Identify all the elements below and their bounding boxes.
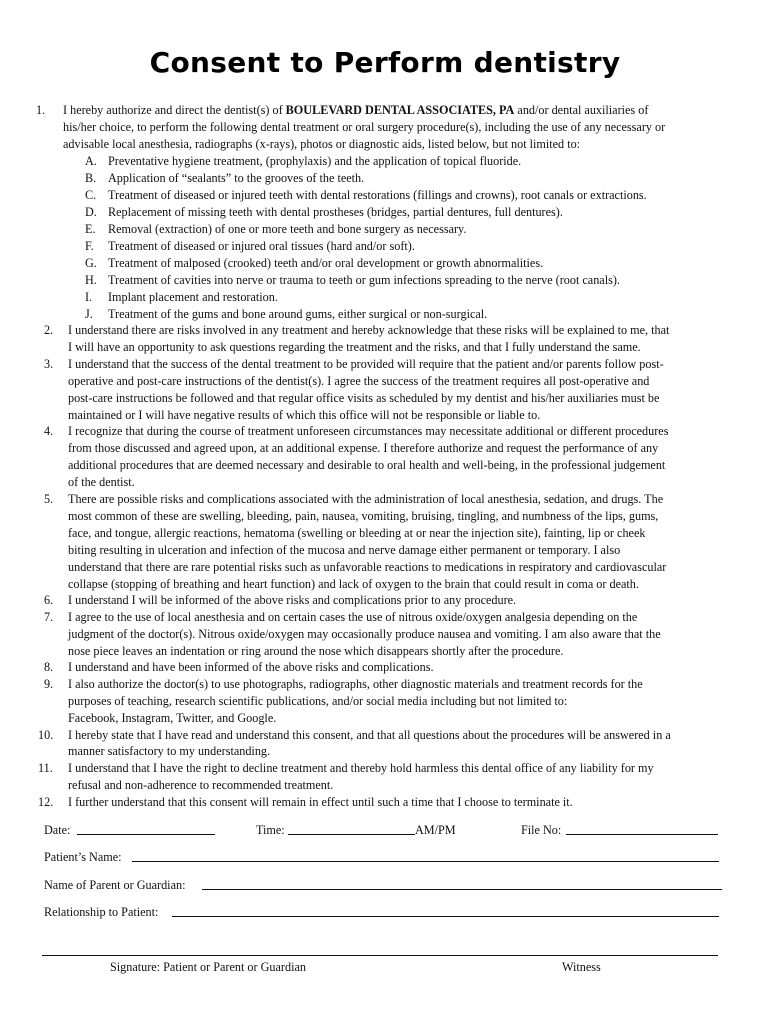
subitem-text: Treatment of malposed (crooked) teeth and/or oral development or growth abnormalities.	[108, 256, 544, 270]
item-5-line-2: most common of these are swelling, bleeding, pain, nausea, vomiting, bruising, tingling, and numbness of the lips, gums,	[68, 509, 659, 523]
item-number: 9.	[44, 677, 54, 691]
document-title: Consent to Perform dentistry	[149, 46, 621, 79]
item-4-line-1: I recognize that during the course of treatment unforeseen circumstances may necessitate additional or different procedures	[68, 424, 669, 438]
item-4-line-2: from those discussed and agreed upon, at an additional expense. I therefore authorize and request the performance of any	[68, 441, 659, 455]
subitem-letter: J.	[85, 307, 93, 321]
item-number: 5.	[44, 492, 54, 506]
item-9-line-3: Facebook, Instagram, Twitter, and Google.	[68, 711, 277, 725]
subitem-text: Replacement of missing teeth with dental prostheses (bridges, partial dentures, full dentures).	[108, 205, 563, 219]
practice-name: BOULEVARD DENTAL ASSOCIATES, PA	[285, 103, 515, 117]
item-number: 8.	[44, 660, 54, 674]
item-5-line-4: biting resulting in ulceration and infection of the mucosa and nerve damage either permanent or temporary. I also	[68, 543, 621, 557]
item-4-line-3: additional procedures that are deemed necessary and desirable to oral health and well-being, in the professional judgement	[68, 458, 666, 472]
item-3-line-3: post-care instructions be followed and that regular office visits as scheduled by my dentist and his/her auxiliaries must be	[68, 391, 660, 405]
relationship-field[interactable]	[172, 916, 719, 917]
item-3-line-4: maintained or I will have negative results of which this office will not be responsible or liable to.	[68, 408, 541, 422]
parent-guardian-label: Name of Parent or Guardian:	[44, 878, 186, 892]
item-6-line-1: I understand I will be informed of the above risks and complications prior to any procedure.	[68, 593, 517, 607]
subitem-letter: D.	[85, 205, 97, 219]
item-1-line-1: I hereby authorize and direct the dentist(s) of BOULEVARD DENTAL ASSOCIATES, PA and/or dental auxiliaries of	[63, 103, 649, 117]
subitem-text: Implant placement and restoration.	[108, 290, 278, 304]
time-field[interactable]	[288, 834, 415, 835]
item-3-line-1: I understand that the success of the dental treatment to be provided will require that the patient and/or parents follow post-	[68, 357, 664, 371]
subitem-letter: E.	[85, 222, 96, 236]
subitem-text: Treatment of diseased or injured teeth with dental restorations (fillings and crowns), root canals or extractions.	[108, 188, 647, 202]
item-7-line-2: judgment of the doctor(s). Nitrous oxide/oxygen may occasionally produce nausea and vomiting. I am also aware that the	[68, 627, 661, 641]
date-label: Date:	[44, 823, 71, 837]
subitem-text: Removal (extraction) of one or more teeth and bone surgery as necessary.	[108, 222, 467, 236]
item-11-line-2: refusal and non-adherence to recommended treatment.	[68, 778, 334, 792]
item-5-line-5: understand that there are rare potential risks such as unfavorable reactions to medications in respiratory and cardiovascular	[68, 560, 667, 574]
item-5-line-3: face, and tongue, allergic reactions, hematoma (swelling or bleeding at or near the injection site), fainting, lip or cheek	[68, 526, 646, 540]
file-number-field[interactable]	[566, 834, 718, 835]
item-number: 2.	[44, 323, 54, 337]
item-8-line-1: I understand and have been informed of the above risks and complications.	[68, 660, 434, 674]
subitem-letter: B.	[85, 171, 97, 185]
item-number: 3.	[44, 357, 54, 371]
parent-guardian-field[interactable]	[202, 889, 722, 890]
item-number: 12.	[38, 795, 54, 809]
ampm-label: AM/PM	[415, 823, 456, 837]
item-9-line-2: purposes of teaching, research scientific publications, and/or social media including but not limited to:	[68, 694, 568, 708]
subitem-text: Preventative hygiene treatment, (prophylaxis) and the application of topical fluoride.	[108, 154, 522, 168]
item-11-line-1: I understand that I have the right to decline treatment and thereby hold harmless this dental office of any liability for my	[68, 761, 654, 775]
item-9-line-1: I also authorize the doctor(s) to use photographs, radiographs, other diagnostic materials and treatment records for the	[68, 677, 643, 691]
item-1-line-3: advisable local anesthesia, radiographs (x-rays), photos or diagnostic aids, listed below, but not limited to:	[63, 137, 581, 151]
item-7-line-1: I agree to the use of local anesthesia and on certain cases the use of nitrous oxide/oxygen analgesia depending on the	[68, 610, 638, 624]
item-number: 1.	[36, 103, 46, 117]
witness-label: Witness	[562, 960, 601, 974]
time-label: Time:	[256, 823, 285, 837]
subitem-text: Application of “sealants” to the grooves of the teeth.	[108, 171, 365, 185]
subitem-text: Treatment of cavities into nerve or trauma to teeth or gum infections spreading to the nerve (root canals).	[108, 273, 620, 287]
subitem-text: Treatment of the gums and bone around gums, either surgical or non-surgical.	[108, 307, 488, 321]
item-number: 7.	[44, 610, 54, 624]
item-number: 11.	[38, 761, 53, 775]
item-number: 6.	[44, 593, 54, 607]
subitem-letter: G.	[85, 256, 97, 270]
patient-name-label: Patient’s Name:	[44, 850, 122, 864]
item-5-line-6: collapse (stopping of breathing and heart function) and lack of oxygen to the brain that could result in coma or death.	[68, 577, 639, 591]
patient-name-field[interactable]	[132, 861, 719, 862]
item-number: 10.	[38, 728, 54, 742]
item-5-line-1: There are possible risks and complications associated with the administration of local anesthesia, sedation, and drugs. The	[68, 492, 664, 506]
file-number-label: File No:	[521, 823, 562, 837]
subitem-letter: C.	[85, 188, 97, 202]
date-field[interactable]	[77, 834, 215, 835]
item-number: 4.	[44, 424, 54, 438]
item-12-line-1: I further understand that this consent will remain in effect until such a time that I choose to terminate it.	[68, 795, 573, 809]
subitem-text: Treatment of diseased or injured oral tissues (hard and/or soft).	[108, 239, 415, 253]
relationship-label: Relationship to Patient:	[44, 905, 159, 919]
item-3-line-2: operative and post-care instructions of the dentist(s). I agree the success of the treatment requires all post-operative and	[68, 374, 650, 388]
subitem-letter: I.	[85, 290, 93, 304]
item-2-line-2: I will have an opportunity to ask questions regarding the treatment and the risks, and that I fully understand the same.	[68, 340, 641, 354]
item-10-line-2: manner satisfactory to my understanding.	[68, 744, 271, 758]
item-4-line-4: of the dentist.	[68, 475, 135, 489]
subitem-letter: F.	[85, 239, 94, 253]
item-10-line-1: I hereby state that I have read and understand this consent, and that all questions about the procedures will be answered in a	[68, 728, 671, 742]
subitem-letter: A.	[85, 154, 97, 168]
item-1-line-2: his/her choice, to perform the following dental treatment or oral surgery procedure(s), including the use of any necessary or	[63, 120, 666, 134]
signature-label: Signature: Patient or Parent or Guardian	[110, 960, 306, 974]
subitem-letter: H.	[85, 273, 97, 287]
item-2-line-1: I understand there are risks involved in any treatment and hereby acknowledge that these risks will be explained to me, that	[68, 323, 670, 337]
signature-line[interactable]	[42, 955, 718, 956]
item-7-line-3: nose piece leaves an indentation or ring around the nose which disappears shortly after the procedure.	[68, 644, 564, 658]
